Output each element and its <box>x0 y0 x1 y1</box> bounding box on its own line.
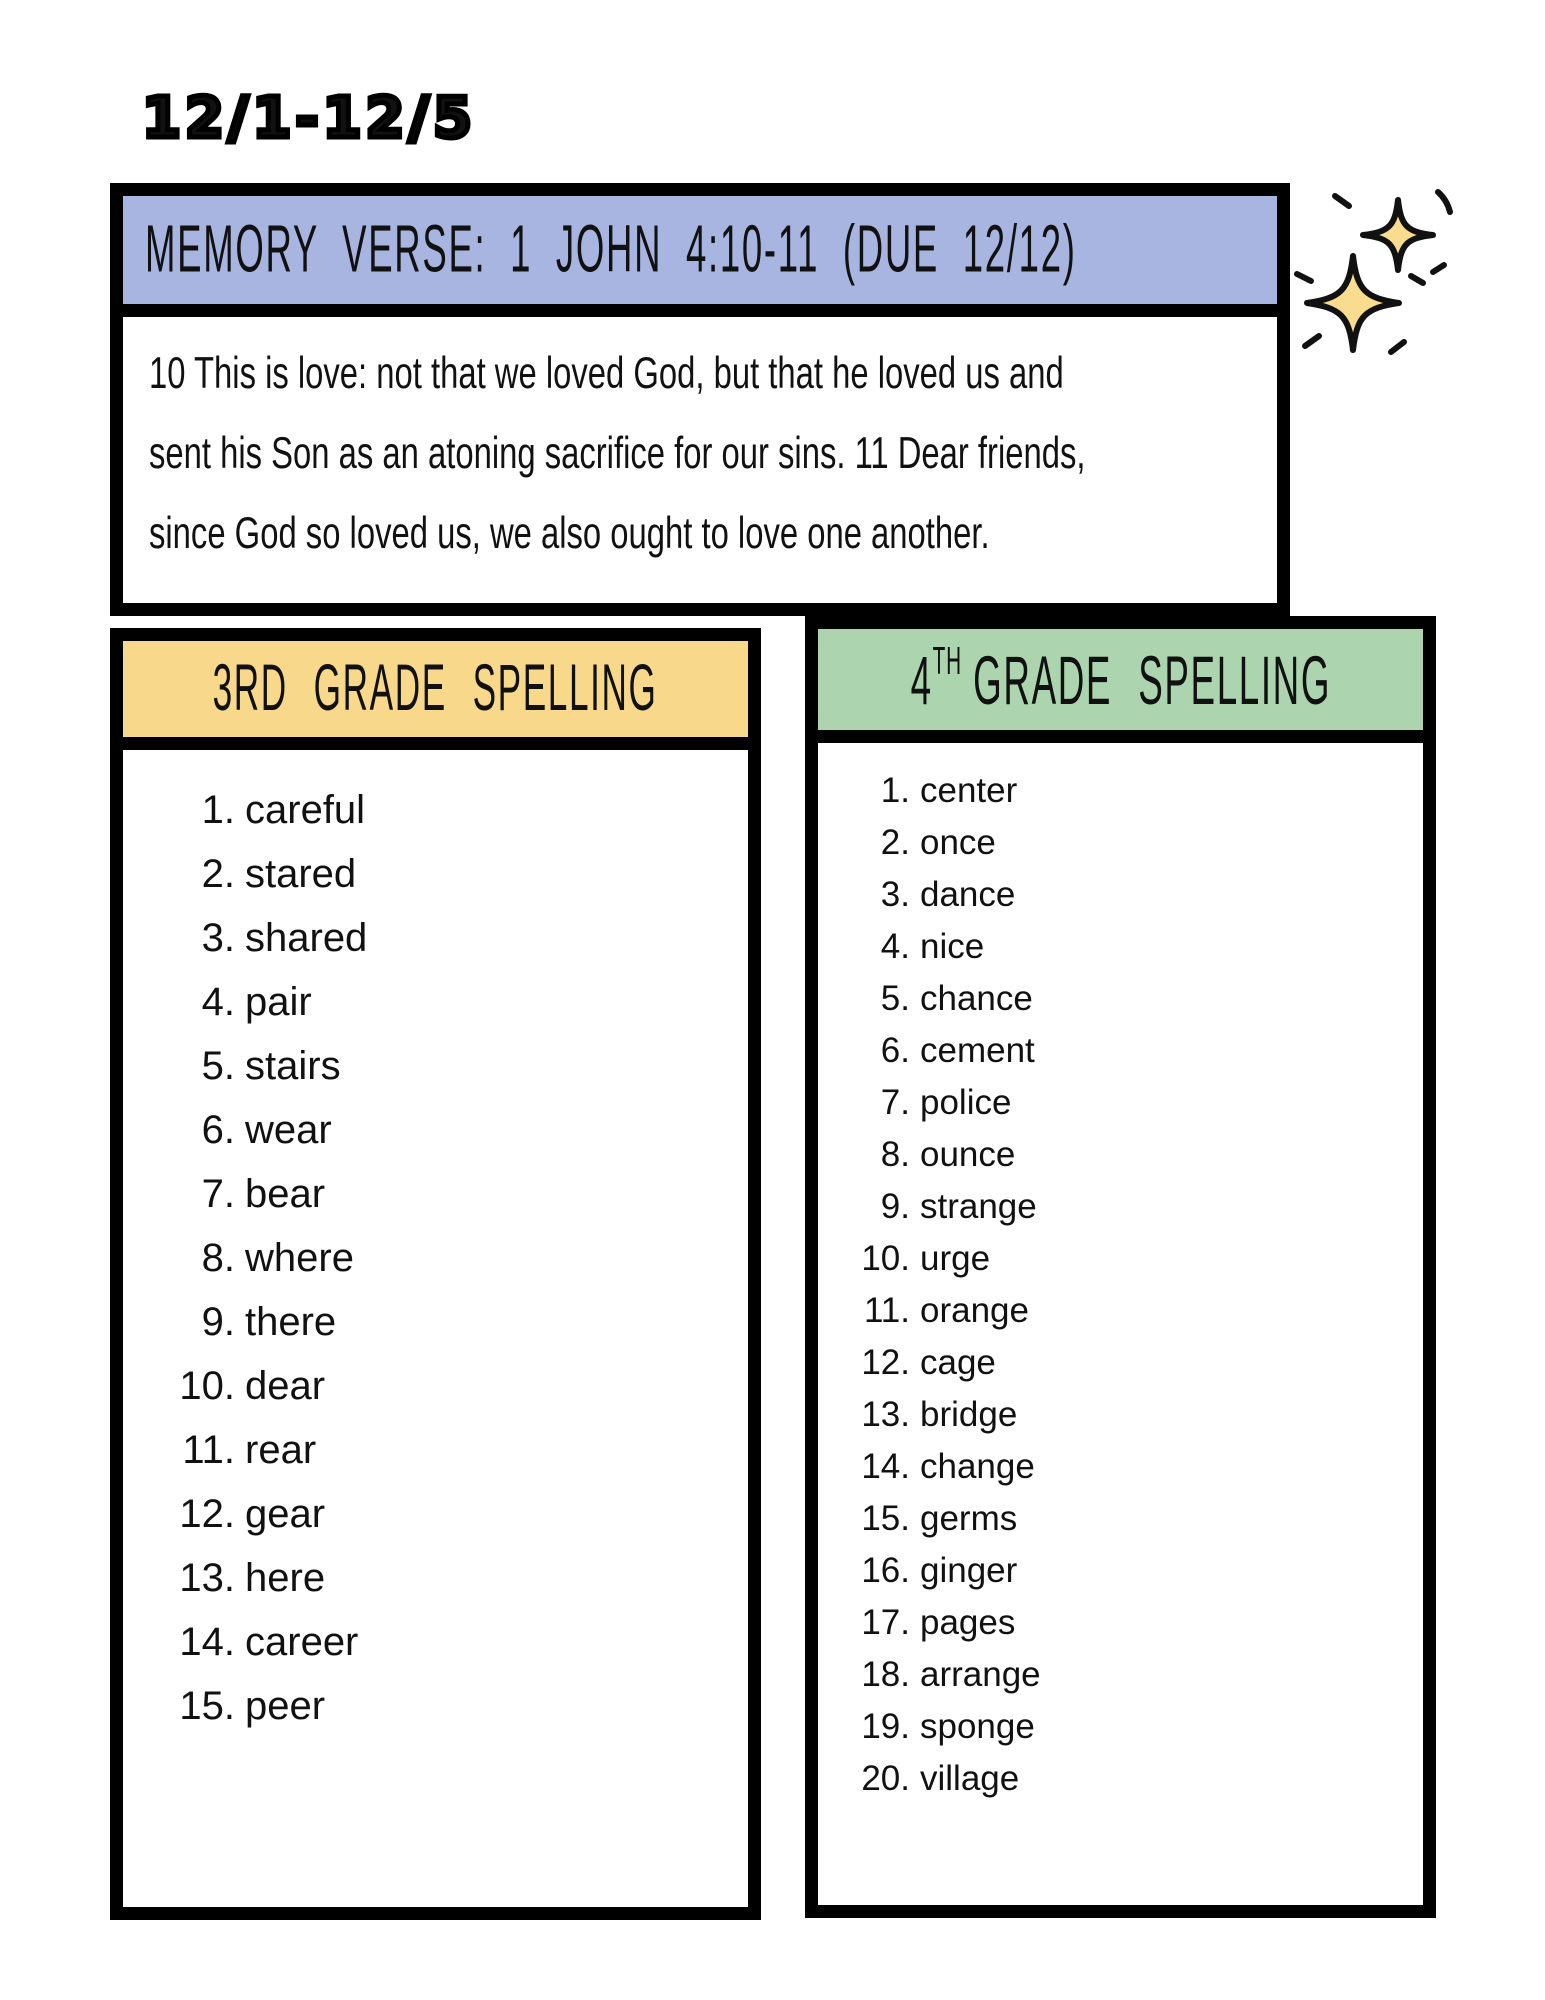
sparkle-dash <box>1438 192 1450 212</box>
word-number: 7. <box>880 1083 910 1122</box>
third-grade-title: 3RD GRADE SPELLING <box>213 651 658 725</box>
verse-line: 10 This is love: not that we loved God, but that he loved us and <box>149 347 1064 398</box>
list-item <box>153 1482 748 1546</box>
list-item <box>153 1674 748 1738</box>
list-item <box>153 1290 748 1354</box>
list-item <box>838 1649 1423 1701</box>
word-text: germs <box>920 1499 1018 1538</box>
word-text: ginger <box>920 1551 1018 1590</box>
word-number: 10. <box>861 1239 910 1278</box>
word-text: dance <box>920 875 1016 914</box>
list-item <box>153 1610 748 1674</box>
list-item <box>838 1753 1423 1805</box>
sparkle-dash <box>1391 342 1404 352</box>
word-text: wear <box>245 1107 332 1152</box>
list-item <box>153 1226 748 1290</box>
word-number: 14. <box>179 1619 235 1664</box>
word-number: 9. <box>201 1299 235 1344</box>
word-text: cage <box>920 1343 996 1382</box>
sparkle-star-small <box>1363 200 1433 270</box>
fourth-grade-title <box>910 639 1331 720</box>
memory-verse-text <box>123 317 1277 603</box>
word-number: 15. <box>179 1683 235 1728</box>
list-item <box>153 842 748 906</box>
word-number: 2. <box>880 823 910 862</box>
word-number: 8. <box>880 1135 910 1174</box>
word-text: cement <box>920 1031 1035 1070</box>
list-item <box>838 1233 1423 1285</box>
list-item <box>838 1181 1423 1233</box>
word-text: pages <box>920 1603 1016 1642</box>
word-number: 12. <box>861 1343 910 1382</box>
list-item <box>153 906 748 970</box>
title-number: 4 <box>910 640 933 719</box>
list-item <box>838 1285 1423 1337</box>
fourth-grade-word-list <box>818 743 1423 1805</box>
word-text: stared <box>245 851 357 896</box>
word-number: 4. <box>201 979 235 1024</box>
word-number: 6. <box>201 1107 235 1152</box>
word-text: careful <box>245 787 366 832</box>
word-text: gear <box>245 1491 326 1536</box>
word-number: 10. <box>179 1363 235 1408</box>
word-number: 18. <box>861 1655 910 1694</box>
third-grade-spelling-box <box>110 628 761 1920</box>
list-item <box>153 778 748 842</box>
list-item <box>838 869 1423 921</box>
word-text: career <box>245 1619 359 1664</box>
word-number: 7. <box>201 1171 235 1216</box>
third-grade-header <box>123 641 748 750</box>
list-item <box>153 1034 748 1098</box>
list-item <box>838 921 1423 973</box>
title-rest: GRADE SPELLING <box>972 640 1331 719</box>
word-text: strange <box>920 1187 1037 1226</box>
word-number: 20. <box>861 1759 910 1798</box>
word-number: 13. <box>861 1395 910 1434</box>
word-text: arrange <box>920 1655 1041 1694</box>
list-item <box>838 1025 1423 1077</box>
list-item <box>838 1077 1423 1129</box>
fourth-grade-spelling-box <box>805 616 1436 1918</box>
list-item <box>153 1546 748 1610</box>
word-text: chance <box>920 979 1033 1018</box>
word-text: police <box>920 1083 1012 1122</box>
list-item <box>838 1129 1423 1181</box>
list-item <box>838 1545 1423 1597</box>
word-text: change <box>920 1447 1035 1486</box>
word-number: 11. <box>182 1427 235 1472</box>
word-number: 13. <box>179 1555 235 1600</box>
word-number: 1. <box>880 771 910 810</box>
word-number: 2. <box>201 851 235 896</box>
word-text: sponge <box>920 1707 1035 1746</box>
word-number: 11. <box>863 1291 910 1330</box>
word-number: 19. <box>861 1707 910 1746</box>
word-number: 16. <box>861 1551 910 1590</box>
word-number: 15. <box>861 1499 910 1538</box>
title-ordinal: TH <box>932 637 962 683</box>
verse-line: sent his Son as an atoning sacrifice for our sins. 11 Dear friends, <box>149 427 1086 478</box>
word-text: pair <box>245 979 312 1024</box>
word-number: 14. <box>861 1447 910 1486</box>
word-text: rear <box>245 1427 317 1472</box>
date-range-heading: 12/1-12/5 <box>142 86 476 151</box>
sparkle-dash <box>1335 196 1349 206</box>
word-number: 8. <box>201 1235 235 1280</box>
list-item <box>153 1354 748 1418</box>
third-grade-word-list <box>123 750 748 1738</box>
list-item <box>838 817 1423 869</box>
sparkle-dash <box>1433 265 1444 272</box>
memory-verse-box <box>110 183 1290 616</box>
list-item <box>153 1098 748 1162</box>
word-number: 5. <box>880 979 910 1018</box>
word-text: peer <box>245 1683 326 1728</box>
word-text: nice <box>920 927 985 966</box>
word-number: 3. <box>201 915 235 960</box>
word-text: once <box>920 823 996 862</box>
list-item <box>838 765 1423 817</box>
list-item <box>838 1389 1423 1441</box>
word-text: bridge <box>920 1395 1018 1434</box>
word-number: 12. <box>179 1491 235 1536</box>
word-number: 17. <box>861 1603 910 1642</box>
list-item <box>838 1701 1423 1753</box>
word-text: urge <box>920 1239 991 1278</box>
memory-verse-banner <box>123 196 1277 317</box>
sparkle-dash <box>1297 274 1311 281</box>
list-item <box>838 1493 1423 1545</box>
list-item <box>153 1162 748 1226</box>
word-text: center <box>920 771 1018 810</box>
fourth-grade-header <box>818 629 1423 743</box>
list-item <box>838 973 1423 1025</box>
word-text: orange <box>920 1291 1029 1330</box>
word-text: stairs <box>245 1043 341 1088</box>
word-text: here <box>245 1555 326 1600</box>
verse-line: since God so loved us, we also ought to love one another. <box>149 507 990 558</box>
word-number: 3. <box>880 875 910 914</box>
word-text: shared <box>245 915 368 960</box>
sparkles-icon <box>1283 180 1458 365</box>
list-item <box>153 1418 748 1482</box>
word-number: 6. <box>880 1031 910 1070</box>
word-number: 9. <box>880 1187 910 1226</box>
word-number: 4. <box>880 927 910 966</box>
word-number: 1. <box>201 787 235 832</box>
list-item <box>838 1597 1423 1649</box>
word-number: 5. <box>201 1043 235 1088</box>
word-text: village <box>920 1759 1020 1798</box>
list-item <box>153 970 748 1034</box>
word-text: there <box>245 1299 337 1344</box>
memory-verse-title: MEMORY VERSE: 1 JOHN 4:10-11 (DUE 12/12) <box>145 212 1077 287</box>
list-item <box>838 1441 1423 1493</box>
sparkle-dash <box>1411 276 1423 283</box>
list-item <box>838 1337 1423 1389</box>
word-text: dear <box>245 1363 326 1408</box>
word-text: where <box>245 1235 354 1280</box>
sparkle-dash <box>1305 336 1319 346</box>
word-text: ounce <box>920 1135 1016 1174</box>
word-text: bear <box>245 1171 326 1216</box>
